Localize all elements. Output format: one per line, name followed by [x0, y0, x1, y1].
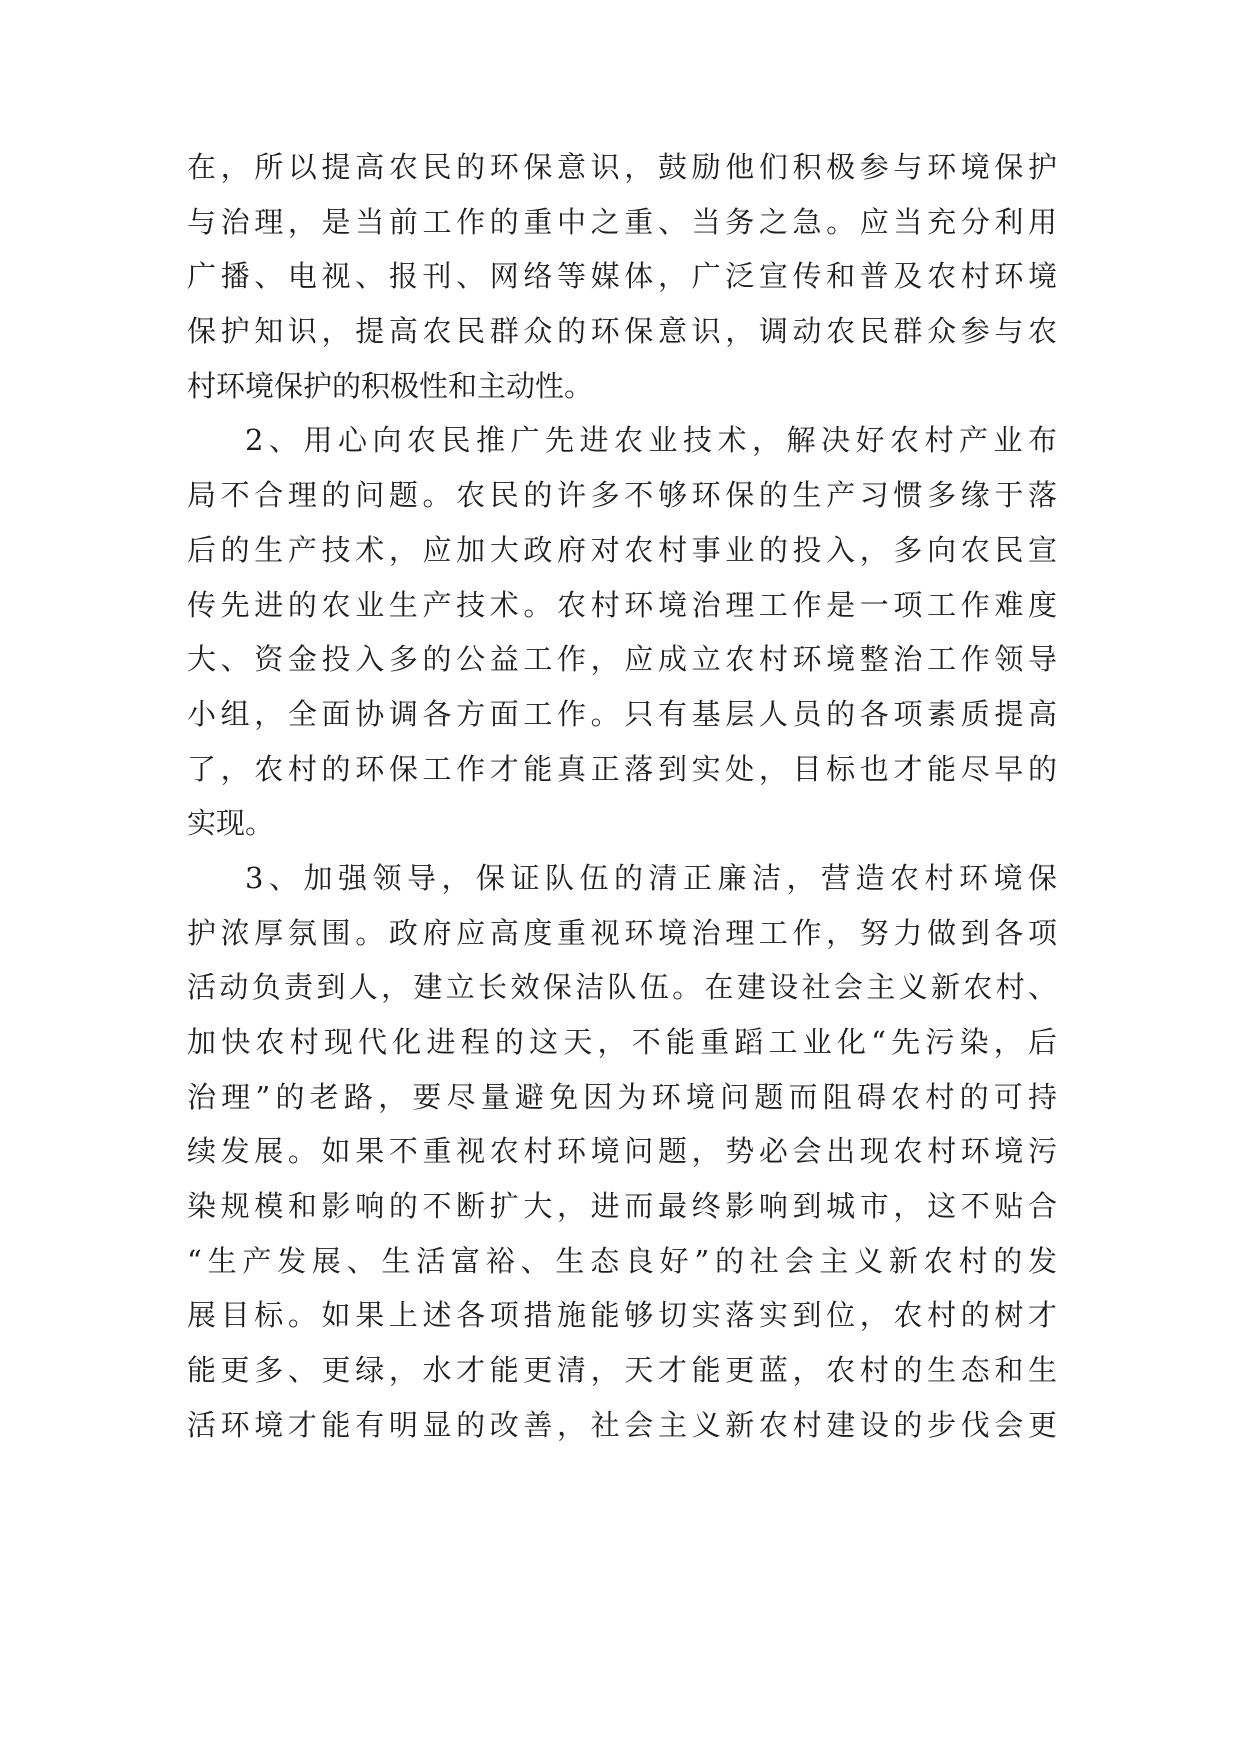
- text-line: 活动负责到人，建立长效保洁队伍。在建设社会主义新农村、: [187, 970, 1057, 1005]
- text-line: 村环境保护的积极性和主动性。: [187, 368, 594, 403]
- text-line: 展目标。如果上述各项措施能够切实落实到位，农村的树才: [187, 1298, 1057, 1333]
- text-line: 小组，全面协调各方面工作。只有基层人员的各项素质提高: [187, 696, 1057, 731]
- text-line: 大、资金投入多的公益工作，应成立农村环境整治工作领导: [187, 642, 1057, 677]
- text-line: 广播、电视、报刊、网络等媒体，广泛宣传和普及农村环境: [187, 259, 1057, 294]
- text-line: 在，所以提高农民的环保意识，鼓励他们积极参与环境保护: [187, 150, 1057, 184]
- text-line: 能更多、更绿，水才能更清，天才能更蓝，农村的生态和生: [187, 1353, 1057, 1388]
- text-line: 了，农村的环保工作才能真正落到实处，目标也才能尽早的: [187, 751, 1057, 786]
- paragraph-first-line: 2、用心向农民推广先进农业技术，解决好农村产业布: [245, 423, 1057, 458]
- text-line: 传先进的农业生产技术。农村环境治理工作是一项工作难度: [187, 587, 1057, 622]
- text-line: 护浓厚氛围。政府应高度重视环境治理工作，努力做到各项: [187, 915, 1057, 950]
- text-line: 续发展。如果不重视农村环境问题，势必会出现农村环境污: [187, 1134, 1057, 1169]
- text-line: 加快农村现代化进程的这天，不能重蹈工业化“先污染，后: [187, 1025, 1057, 1059]
- body-text: [187, 140, 1057, 1453]
- text-line: 与治理，是当前工作的重中之重、当务之急。应当充分利用: [187, 204, 1057, 239]
- text-line: 保护知识，提高农民群众的环保意识，调动农民群众参与农: [187, 314, 1057, 349]
- text-line: 活环境才能有明显的改善，社会主义新农村建设的步伐会更: [187, 1407, 1057, 1442]
- text-line: 治理”的老路，要尽量避免因为环境问题而阻碍农村的可持: [187, 1079, 1057, 1114]
- text-line: 后的生产技术，应加大政府对农村事业的投入，多向农民宣: [187, 532, 1057, 567]
- text-line: “生产发展、生活富裕、生态良好”的社会主义新农村的发: [187, 1243, 1057, 1278]
- text-line: 实现。: [187, 806, 275, 841]
- paragraph-first-line: 3、加强领导，保证队伍的清正廉洁，营造农村环境保: [245, 860, 1057, 895]
- text-line: 局不合理的问题。农民的许多不够环保的生产习惯多缘于落: [187, 478, 1057, 513]
- text-line: 染规模和影响的不断扩大，进而最终影响到城市，这不贴合: [187, 1189, 1057, 1224]
